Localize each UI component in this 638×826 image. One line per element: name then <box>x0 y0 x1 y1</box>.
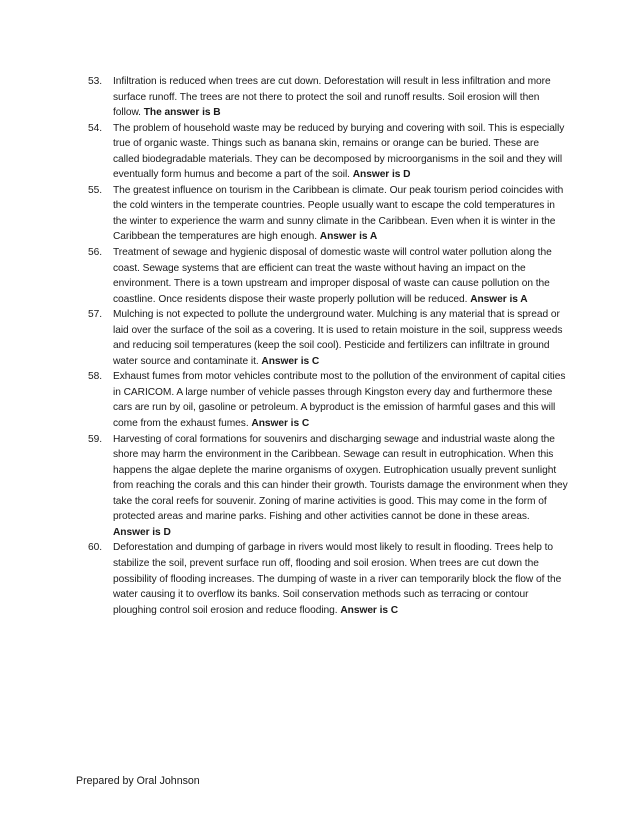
item-number: 55. <box>88 184 103 196</box>
list-item <box>88 183 568 245</box>
list-item <box>88 245 568 307</box>
item-text: Treatment of sewage and hygienic disposal of domestic waste will control water pollution along the coast. Sewage systems that are efficient can treat the waste without having an impact on the environment. There is a town upstream and improper disposal of waste can cause pollution on the coastline. Once residents dispose their waste properly pollution will be reduced. <box>113 247 552 305</box>
item-text: The problem of household waste may be reduced by burying and covering with soil. This is especially true of organic waste. Things such as banana skin, remains or orange can be buried. These are called biodegradable materials. They can be decomposed by microorganisms in the soil and they will eventually form humus and become a part of the soil. <box>113 122 565 181</box>
item-text: The greatest influence on tourism in the Caribbean is climate. Our peak tourism period coincides with the cold winters in the temperate countries. People usually want to escape the cold temperatures in the winter to experience the warm and sunny climate in the Caribbean. Even when it is winter in the Caribbean the temperatures are high enough. <box>113 184 564 243</box>
item-text: Mulching is not expected to pollute the underground water. Mulching is any material that is spread or laid over the surface of the soil as a covering. It is used to retain moisture in the soil, suppress weeds and reducing soil temperatures (keep the soil cool). Pesticide and fertilizers can infiltrate in ground water source and contaminate it. <box>113 309 563 367</box>
item-answer: Answer is C <box>261 355 320 367</box>
footer-credit: Prepared by Oral Johnson <box>76 775 200 787</box>
item-answer: The answer is B <box>143 107 221 119</box>
list-item <box>88 540 568 618</box>
item-number: 53. <box>88 76 103 87</box>
item-number: 59. <box>88 433 103 445</box>
answer-list <box>88 74 568 618</box>
item-text: Deforestation and dumping of garbage in rivers would most likely to result in flooding. Trees help to stabilize the soil, prevent surface run off, flooding and soil erosion. When trees are cut down the possibility of flooding increases. The dumping of waste in a river can temporarily block the flow of the water causing it to overflow its banks. Soil conservation methods such as terracing or contour ploughing control soil erosion and reduce flooding. <box>113 542 562 616</box>
item-number: 60. <box>88 542 103 554</box>
item-text: Exhaust fumes from motor vehicles contribute most to the pollution of the environment of capital cities in CARICOM. A large number of vehicle passes through Kingston every day and furthermore these cars are run by oil, gasoline or petroleum. A byproduct is the emission of harmful gases and this will come from the exhaust fumes. <box>113 371 566 430</box>
item-text: Harvesting of coral formations for souvenirs and discharging sewage and industrial waste along the shore may harm the environment in the Caribbean. Sewage can result in eutrophication. When this happens the algae deplete the marine organisms of oxygen. Eutrophication usually prevent sunlight from reaching the corals and this can hinder their growth. Tourists damage the environment when they take the coral reefs for souvenir. Zoning of marine activities is good. This may come in the form of protected areas and marine parks. Fishing and other activities cannot be done in these areas. <box>113 433 568 523</box>
item-answer: Answer is D <box>352 169 411 181</box>
list-item <box>88 121 568 183</box>
item-answer: Answer is C <box>340 604 399 616</box>
item-answer: Answer is C <box>251 418 310 430</box>
list-item <box>88 307 568 369</box>
list-item <box>88 74 568 121</box>
item-number: 56. <box>88 247 103 259</box>
item-answer: Answer is D <box>113 526 171 538</box>
list-item <box>88 432 568 541</box>
item-number: 54. <box>88 122 103 134</box>
list-item <box>88 369 568 431</box>
item-answer: Answer is A <box>470 293 528 305</box>
item-number: 58. <box>88 371 103 383</box>
item-answer: Answer is A <box>319 231 378 243</box>
item-text: Infiltration is reduced when trees are cut down. Deforestation will result in less infiltration and more surface runoff. The trees are not there to protect the soil and runoff results. Soil erosion will then follow. <box>113 76 551 119</box>
item-number: 57. <box>88 309 103 321</box>
